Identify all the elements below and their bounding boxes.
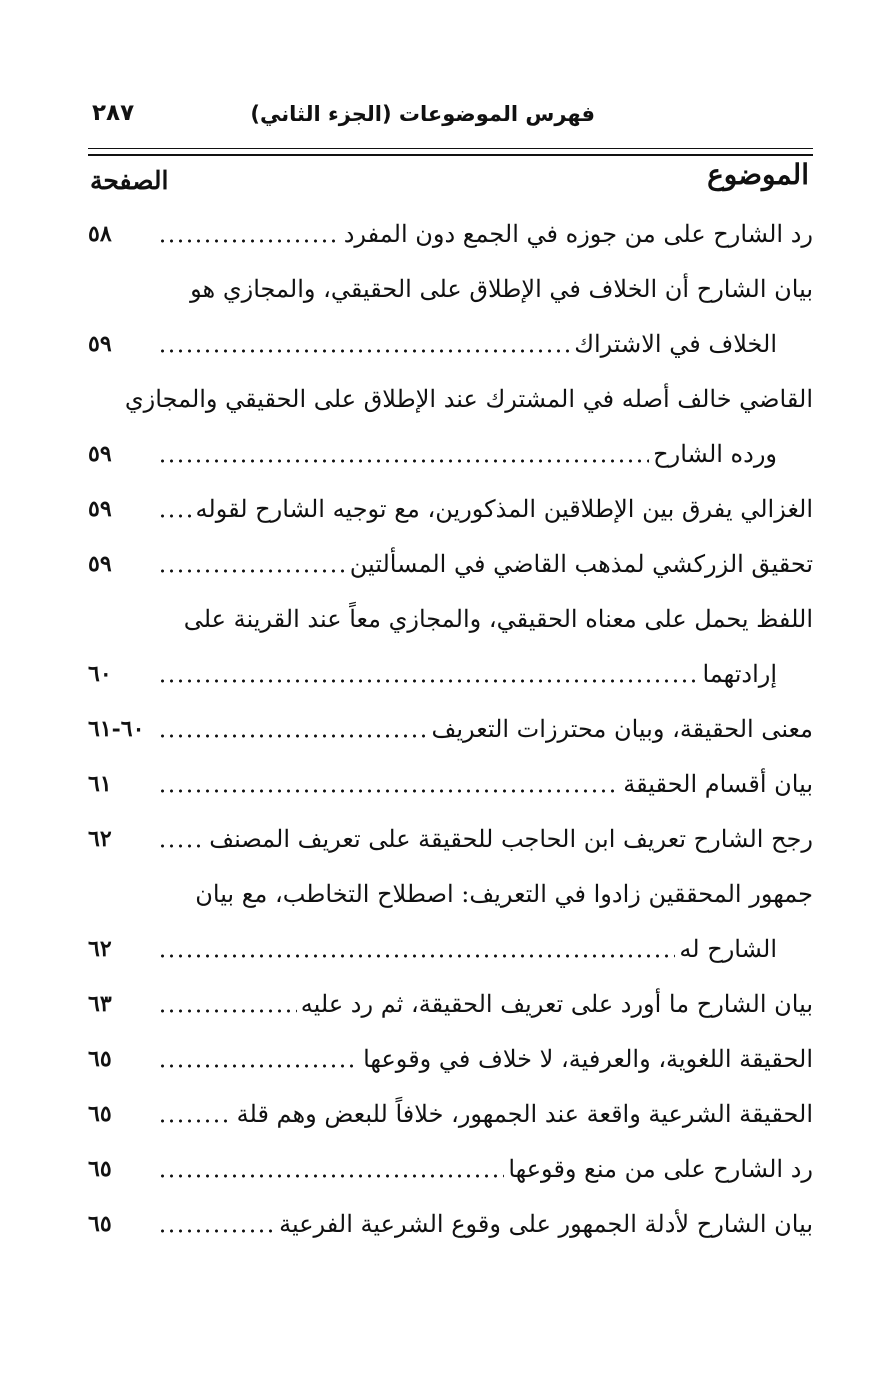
toc-line xyxy=(88,976,813,1031)
toc-line xyxy=(88,1196,813,1251)
toc-entry-text: الحقيقة اللغوية، والعرفية، لا خلاف في وقوعها xyxy=(363,1044,813,1073)
dot-leader xyxy=(158,954,675,958)
toc-entry xyxy=(88,1086,813,1141)
toc-list xyxy=(88,206,813,1251)
dot-leader xyxy=(158,349,570,353)
toc-entry-page: ٥٩ xyxy=(88,495,112,522)
toc-entry-text: بيان أقسام الحقيقة xyxy=(623,769,813,798)
toc-entry-page: ٦٢ xyxy=(88,825,112,852)
toc-entry-text: الحقيقة الشرعية واقعة عند الجمهور، خلافاً للبعض وهم قلة xyxy=(236,1099,813,1128)
toc-entry xyxy=(88,811,813,866)
toc-line xyxy=(88,1086,813,1141)
dot-leader xyxy=(158,1119,233,1123)
toc-entry xyxy=(88,976,813,1031)
toc-entry-text: ورده الشارح xyxy=(653,439,777,468)
toc-entry xyxy=(88,206,813,261)
toc-entry-page: ٦٠ xyxy=(88,660,112,687)
toc-entry xyxy=(88,1196,813,1251)
toc-entry-page: ٥٩ xyxy=(88,440,112,467)
toc-line xyxy=(88,371,813,426)
dot-leader xyxy=(158,239,340,243)
column-heading-topic: الموضوع xyxy=(707,158,809,191)
toc-entry xyxy=(88,1141,813,1196)
dot-leader xyxy=(158,789,619,793)
running-title: فهرس الموضوعات (الجزء الثاني) xyxy=(250,102,595,126)
column-headings xyxy=(88,156,813,206)
dot-leader xyxy=(158,459,649,463)
toc-entry-text: جمهور المحققين زادوا في التعريف: اصطلاح التخاطب، مع بيان xyxy=(195,879,813,908)
toc-entry-text: القاضي خالف أصله في المشترك عند الإطلاق على الحقيقي والمجازي xyxy=(124,384,813,413)
toc-entry-text: بيان الشارح أن الخلاف في الإطلاق على الحقيقي، والمجازي هو xyxy=(190,274,813,303)
toc-entry-page: ٦٢ xyxy=(88,935,112,962)
dot-leader xyxy=(158,844,205,848)
dot-leader xyxy=(158,734,427,738)
toc-line xyxy=(88,646,813,701)
toc-entry-page: ٦٥ xyxy=(88,1210,112,1237)
toc-entry-text: بيان الشارح لأدلة الجمهور على وقوع الشرعية الفرعية xyxy=(279,1209,813,1238)
toc-entry xyxy=(88,1031,813,1086)
toc-entry xyxy=(88,866,813,976)
toc-entry-text: معنى الحقيقة، وبيان محترزات التعريف xyxy=(431,714,813,743)
toc-entry xyxy=(88,261,813,371)
toc-entry xyxy=(88,591,813,701)
dot-leader xyxy=(158,1009,297,1013)
header-rule-thin xyxy=(88,148,813,149)
toc-line xyxy=(88,206,813,261)
toc-line xyxy=(88,811,813,866)
dot-leader xyxy=(158,679,698,683)
dot-leader xyxy=(158,1174,504,1178)
toc-line xyxy=(88,1141,813,1196)
toc-line xyxy=(88,426,813,481)
toc-entry xyxy=(88,536,813,591)
dot-leader xyxy=(158,514,192,518)
toc-entry-page: ٦١ xyxy=(88,770,112,797)
toc-page xyxy=(88,96,813,1251)
toc-entry xyxy=(88,371,813,481)
toc-line xyxy=(88,316,813,371)
toc-entry-page: ٦٥ xyxy=(88,1155,112,1182)
toc-line xyxy=(88,756,813,811)
toc-entry-text: بيان الشارح ما أورد على تعريف الحقيقة، ثم رد عليه xyxy=(300,989,813,1018)
toc-entry-text: الشارح له xyxy=(679,934,777,963)
toc-line xyxy=(88,921,813,976)
toc-line xyxy=(88,481,813,536)
toc-entry-page: ٦٥ xyxy=(88,1045,112,1072)
toc-line xyxy=(88,591,813,646)
dot-leader xyxy=(158,1229,275,1233)
toc-entry-page: ٦٥ xyxy=(88,1100,112,1127)
toc-line xyxy=(88,261,813,316)
column-heading-page: الصفحة xyxy=(90,166,169,195)
toc-entry xyxy=(88,701,813,756)
toc-entry-text: رد الشارح على من منع وقوعها xyxy=(508,1154,813,1183)
toc-entry xyxy=(88,756,813,811)
dot-leader xyxy=(158,569,346,573)
toc-entry-text: الغزالي يفرق بين الإطلاقين المذكورين، مع توجيه الشارح لقوله xyxy=(195,494,813,523)
toc-entry-text: رد الشارح على من جوزه في الجمع دون المفرد xyxy=(343,219,813,248)
toc-entry-page: ٥٩ xyxy=(88,330,112,357)
toc-line xyxy=(88,701,813,756)
toc-entry-page: ٥٩ xyxy=(88,550,112,577)
toc-entry-page: ٥٨ xyxy=(88,220,112,247)
toc-entry xyxy=(88,481,813,536)
toc-entry-text: إرادتهما xyxy=(702,659,777,688)
toc-entry-text: اللفظ يحمل على معناه الحقيقي، والمجازي معاً عند القرينة على xyxy=(183,604,813,633)
toc-line xyxy=(88,1031,813,1086)
dot-leader xyxy=(158,1064,359,1068)
toc-entry-page: ٦٣ xyxy=(88,990,112,1017)
page-number: ٢٨٧ xyxy=(92,100,135,126)
toc-entry-text: رجح الشارح تعريف ابن الحاجب للحقيقة على تعريف المصنف xyxy=(209,824,813,853)
toc-entry-text: الخلاف في الاشتراك xyxy=(574,329,777,358)
toc-line xyxy=(88,866,813,921)
running-head xyxy=(88,96,813,144)
toc-entry-text: تحقيق الزركشي لمذهب القاضي في المسألتين xyxy=(349,549,813,578)
toc-entry-page: ٦٠-٦١ xyxy=(88,715,145,742)
toc-line xyxy=(88,536,813,591)
